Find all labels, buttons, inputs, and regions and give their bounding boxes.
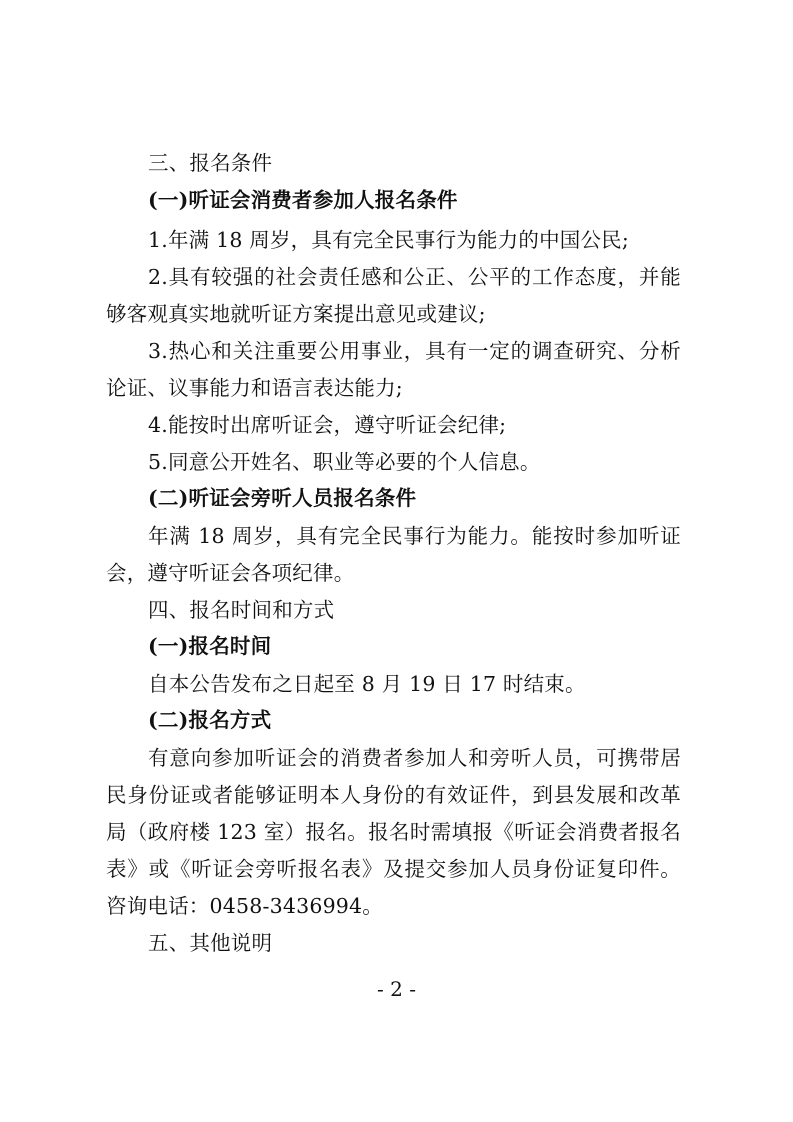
paragraph-method-line-3: 局（政府楼 123 室）报名。报名时需填报《听证会消费者报名	[106, 820, 681, 844]
section-heading-registration-conditions: 三、报名条件	[148, 151, 273, 175]
subheading-registration-method: (二)报名方式	[148, 708, 272, 732]
paragraph-condition-2-line-1: 2.具有较强的社会责任感和公正、公平的工作态度，并能	[148, 265, 681, 289]
subheading-consumer-participant-conditions: (一)听证会消费者参加人报名条件	[148, 188, 458, 212]
subheading-registration-time: (一)报名时间	[148, 634, 272, 658]
paragraph-condition-4: 4.能按时出席听证会，遵守听证会纪律;	[148, 413, 507, 437]
paragraph-observer-line-2: 会，遵守听证会各项纪律。	[106, 561, 355, 585]
paragraph-condition-3-line-2: 论证、议事能力和语言表达能力;	[106, 376, 403, 400]
paragraph-condition-2-line-2: 够客观真实地就听证方案提出意见或建议;	[106, 302, 486, 326]
paragraph-method-line-4: 表》或《听证会旁听报名表》及提交参加人员身份证复印件。	[106, 857, 681, 881]
paragraph-method-line-2: 民身份证或者能够证明本人身份的有效证件，到县发展和改革	[106, 783, 681, 807]
paragraph-condition-5: 5.同意公开姓名、职业等必要的个人信息。	[148, 450, 541, 474]
subheading-observer-conditions: (二)听证会旁听人员报名条件	[148, 486, 417, 510]
section-heading-other-notes: 五、其他说明	[148, 931, 273, 955]
paragraph-observer-line-1: 年满 18 周岁，具有完全民事行为能力。能按时参加听证	[148, 524, 681, 548]
paragraph-registration-time: 自本公告发布之日起至 8 月 19 日 17 时结束。	[148, 672, 586, 696]
paragraph-condition-1: 1.年满 18 周岁，具有完全民事行为能力的中国公民;	[148, 228, 629, 252]
paragraph-method-line-1: 有意向参加听证会的消费者参加人和旁听人员，可携带居	[148, 746, 681, 770]
page-number: - 2 -	[377, 977, 416, 1001]
paragraph-condition-3-line-1: 3.热心和关注重要公用事业，具有一定的调查研究、分析	[148, 339, 681, 363]
section-heading-registration-time-method: 四、报名时间和方式	[148, 598, 335, 622]
paragraph-consultation-phone: 咨询电话：0458-3436994。	[106, 894, 383, 918]
